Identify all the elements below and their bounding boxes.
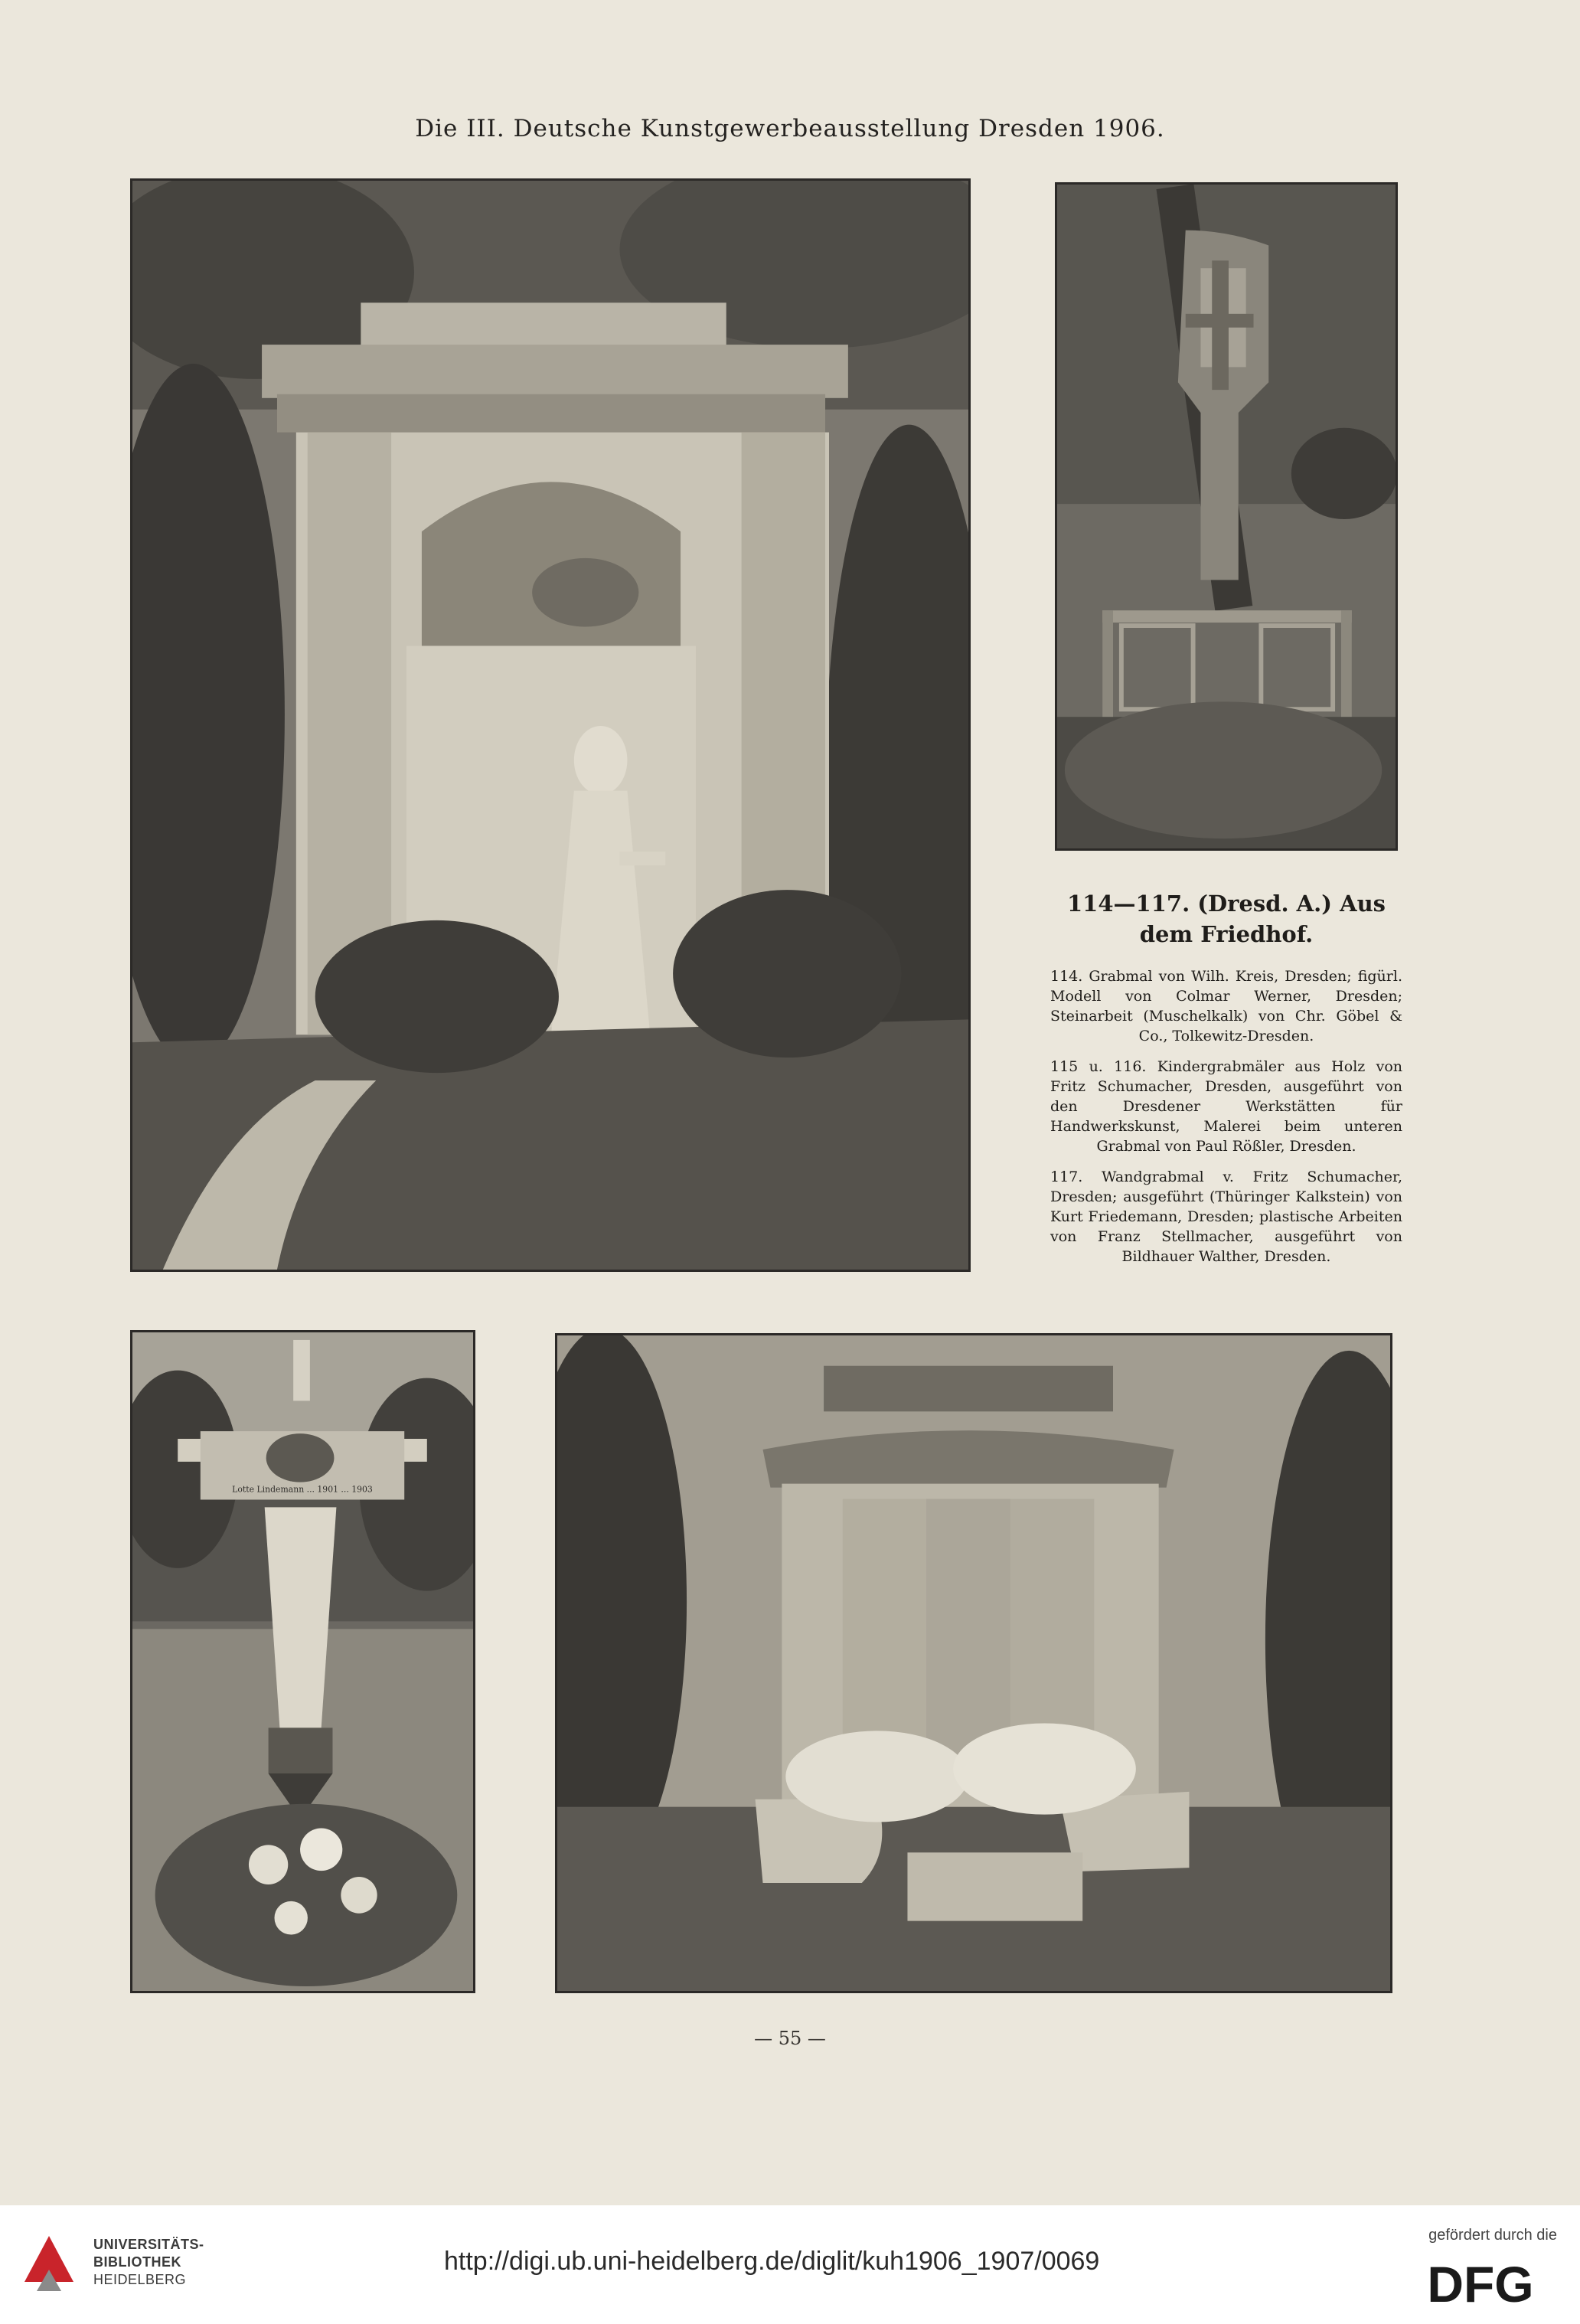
caption-entry-114: 114. Grabmal von Wilh. Kreis, Dresden; figürl. Modell von Colmar Werner, Dresden; Steinarbeit (Muschelkalk) von Chr. Göbel & Co., Tolkewitz-Dresden. (1050, 968, 1402, 1044)
institution-name: UNIVERSITÄTS- BIBLIOTHEK HEIDELBERG (93, 2237, 204, 2287)
caption-title: 114—117. (Dresd. A.) Aus dem Friedhof. (1067, 891, 1386, 947)
page-number: — 55 — (754, 2028, 826, 2049)
photo-116-grave-marker (130, 1330, 475, 1993)
marker-inscription: Lotte Lindemann ... 1901 ... 1903 (232, 1484, 373, 1495)
dfg-logo (1404, 2256, 1557, 2309)
photo-115-wooden-cross (1055, 182, 1398, 851)
running-head: Die III. Deutsche Kunstgewerbeausstellung Dresden 1906. (415, 115, 1165, 142)
photo-114-mausoleum (130, 178, 971, 1272)
caption-entry-117: 117. Wandgrabmal v. Fritz Schumacher, Dresden; ausgeführt (Thüringer Kalkstein) von Kurt Friedemann, Dresden; plastische Arbeiten von Franz Stellmacher, ausgeführt von Bildhauer Walther, Dresden. (1050, 1169, 1402, 1265)
photo-117-wall-tomb (555, 1333, 1392, 1993)
funding-label: gefördert durch die (1428, 2227, 1557, 2244)
caption-block (1050, 888, 1402, 1277)
university-library-logo (17, 2228, 81, 2300)
svg-text:DFG: DFG (1427, 2256, 1534, 2309)
footer-bar (0, 2205, 1580, 2324)
source-url-link[interactable]: http://digi.ub.uni-heidelberg.de/diglit/kuh1906_1907/0069 (444, 2247, 1100, 2276)
caption-entry-115-116: 115 u. 116. Kindergrabmäler aus Holz von Fritz Schumacher, Dresden, ausgeführt von den Dresdener Werkstätten für Handwerkskunst, Malerei beim unteren Grabmal von Paul Rößler, Dresden. (1050, 1058, 1402, 1155)
